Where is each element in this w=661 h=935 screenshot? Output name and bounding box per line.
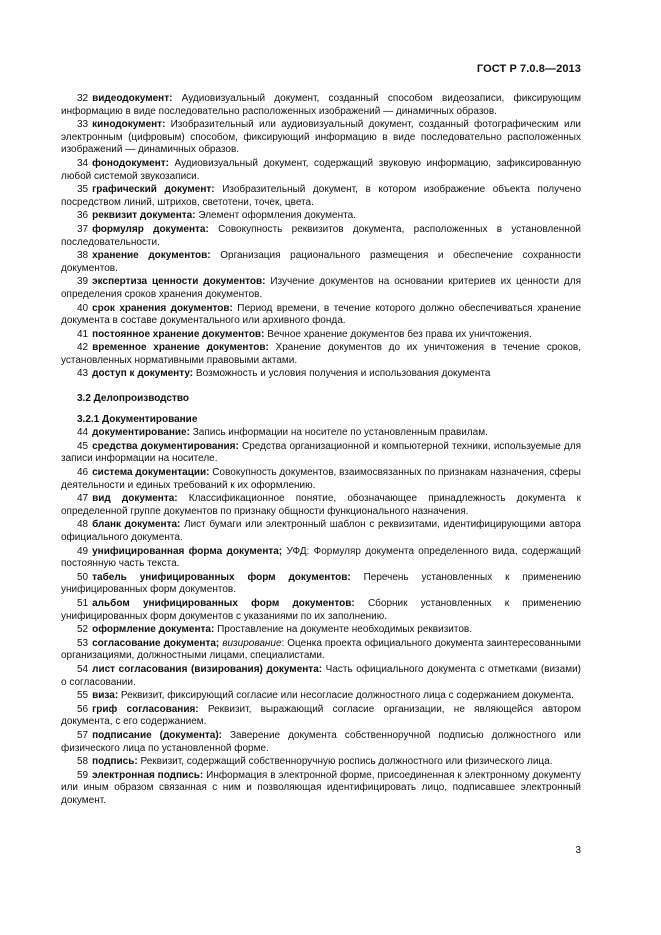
term-name: графический документ: xyxy=(92,184,215,196)
term-name: срок хранения документов: xyxy=(92,302,233,314)
term-definition: Проставление на документе необходимых реквизитов. xyxy=(214,624,472,636)
term-entry xyxy=(61,342,581,367)
term-number: 33 xyxy=(77,119,89,131)
term-name: реквизит документа: xyxy=(92,210,196,222)
term-entry xyxy=(61,546,581,571)
term-number: 49 xyxy=(77,545,89,557)
term-name: оформление документа: xyxy=(92,624,215,636)
term-entry xyxy=(61,93,581,118)
term-name: подпись: xyxy=(92,756,138,768)
term-definition: Элемент оформления документа. xyxy=(195,210,356,222)
section-title: 3.2 Делопроизводство xyxy=(77,393,189,405)
term-name: согласование документа; xyxy=(92,637,220,649)
term-number: 54 xyxy=(77,663,89,675)
term-number: 47 xyxy=(77,493,89,505)
term-definition: Перечень установленных к применению унифицированных форм документов. xyxy=(61,571,582,596)
term-name: формуляр документа: xyxy=(92,223,209,235)
term-definition: Информация в электронной форме, присоединенная к электронному документу или иным образом связанная с ним и позволяющая идентифицировать лицо, подписавшее электронный документ. xyxy=(61,769,581,806)
term-entry xyxy=(61,441,581,466)
term-number: 48 xyxy=(77,519,89,531)
term-list-documentation xyxy=(61,427,581,807)
term-number: 35 xyxy=(77,184,89,196)
term-definition: Запись информации на носителе по установленным правилам. xyxy=(189,427,488,439)
term-number: 41 xyxy=(77,328,89,340)
term-definition: Реквизит, содержащий собственноручную роспись должностного или физического лица. xyxy=(137,756,553,768)
term-name: унифицированная форма документа; xyxy=(92,545,283,557)
term-number: 34 xyxy=(77,157,89,169)
term-name: бланк документа: xyxy=(92,519,181,531)
term-number: 50 xyxy=(77,571,89,583)
term-number: 39 xyxy=(77,276,89,288)
term-name: хранение документов: xyxy=(92,250,211,262)
term-definition: : Оценка проекта официального документа заинтересованными организациями, должностными лицами, специалистами. xyxy=(61,637,581,662)
term-number: 32 xyxy=(77,93,89,104)
term-number: 52 xyxy=(77,624,89,636)
term-entry xyxy=(61,690,581,703)
term-name: фонодокумент: xyxy=(92,157,169,169)
term-definition: Период времени, в течение которого должно обеспечиваться хранение документа в составе документального или архивного фонда. xyxy=(61,302,581,327)
term-definition: Аудиовизуальный документ, содержащий звуковую информацию, зафиксированную любой системой звукозаписи. xyxy=(61,157,581,182)
term-entry xyxy=(61,756,581,769)
term-number: 56 xyxy=(77,703,89,715)
term-entry xyxy=(61,493,581,518)
term-entry xyxy=(61,519,581,544)
term-definition: Совокупность реквизитов документа, расположенных в установленной последовательности. xyxy=(61,223,581,248)
term-entry xyxy=(61,427,581,440)
term-number: 42 xyxy=(77,342,89,354)
term-name: альбом унифицированных форм документов: xyxy=(92,597,355,609)
page-number: 3 xyxy=(575,845,581,856)
term-number: 46 xyxy=(77,467,89,479)
term-definition: Классификационное понятие, обозначающее принадлежность документа к определенной группе документов по признаку общности функционального назначения. xyxy=(61,493,581,517)
term-definition: Заверение документа собственноручной подписью должностного или физического лица по установленной форме. xyxy=(61,729,581,754)
term-name: документирование: xyxy=(92,427,190,439)
term-name: видеодокумент: xyxy=(92,93,173,104)
term-definition: Средства организационной и компьютерной техники, используемые для записи информации на носителе. xyxy=(61,440,581,465)
term-entry xyxy=(61,467,581,492)
term-entry xyxy=(61,624,581,637)
term-entry xyxy=(61,276,581,301)
term-definition: Часть официального документа с отметками (визами) о согласовании. xyxy=(61,663,581,688)
term-list-storage xyxy=(61,93,581,381)
term-number: 37 xyxy=(77,223,89,235)
term-number: 55 xyxy=(77,690,89,702)
term-name: средства документирования: xyxy=(92,440,239,452)
term-definition: Совокупность документов, взаимосвязанных по признакам назначения, сферы деятельности и единых требований к их оформлению. xyxy=(61,467,581,491)
term-number: 38 xyxy=(77,250,89,262)
term-entry xyxy=(61,598,581,623)
term-number: 45 xyxy=(77,440,89,452)
term-name: доступ к документу: xyxy=(92,368,194,380)
term-entry xyxy=(61,119,581,157)
term-number: 36 xyxy=(77,210,89,222)
term-entry xyxy=(61,224,581,249)
term-definition: Реквизит, выражающий согласие организации, не являющейся автором документа, с его содержанием. xyxy=(61,703,581,728)
term-definition: Лист бумаги или электронный шаблон с реквизитами, идентифицирующими автора официального документа. xyxy=(61,519,581,543)
term-name: подписание (документа): xyxy=(92,729,222,741)
term-entry xyxy=(61,184,581,209)
term-number: 53 xyxy=(77,637,89,649)
term-definition: Вечное хранение документов без права их уничтожения. xyxy=(264,328,532,340)
term-number: 43 xyxy=(77,368,89,380)
term-entry xyxy=(61,368,581,381)
term-number: 58 xyxy=(77,756,89,768)
term-definition: УФД: Формуляр документа определенного вида, содержащий постоянную часть текста. xyxy=(61,545,581,570)
term-entry xyxy=(61,638,581,663)
term-name: виза: xyxy=(92,690,119,702)
term-definition: Организация рационального размещения и обеспечение сохранности документов. xyxy=(61,250,581,274)
term-entry xyxy=(61,572,581,597)
term-number: 40 xyxy=(77,302,89,314)
term-number: 59 xyxy=(77,769,89,781)
term-definition: Возможность и условия получения и использования документа xyxy=(193,368,491,380)
term-entry xyxy=(61,250,581,275)
term-name: система документации: xyxy=(92,467,210,479)
term-name: постоянное хранение документов: xyxy=(92,328,265,340)
term-name: экспертиза ценности документов: xyxy=(92,276,266,288)
term-name: кинодокумент: xyxy=(92,119,166,131)
term-entry xyxy=(61,329,581,342)
term-name: электронная подпись: xyxy=(92,769,204,781)
term-name: лист согласования (визирования) документа: xyxy=(92,663,323,675)
term-entry xyxy=(61,158,581,183)
term-definition: Хранение документов до их уничтожения в течение сроков, установленных нормативными правовыми актами. xyxy=(61,342,581,366)
term-definition: Изобразительный документ, в котором изображение объекта получено посредством линий, штрихов, светотени, точек, цвета. xyxy=(61,184,581,208)
term-number: 44 xyxy=(77,427,89,439)
term-definition: Аудиовизуальный документ, созданный способом видеозаписи, фиксирующим информацию в виде последовательно расположенных изображений — динамичных образов. xyxy=(61,93,581,117)
term-name: гриф согласования: xyxy=(92,703,199,715)
term-entry xyxy=(61,210,581,223)
term-entry xyxy=(61,704,581,729)
term-entry xyxy=(61,303,581,328)
term-synonym: визирование xyxy=(219,637,282,649)
document-body xyxy=(61,93,581,808)
term-name: табель унифицированных форм документов: xyxy=(92,571,351,583)
term-definition: Изобразительный или аудиовизуальный документ, созданный фотографическим или электронным (цифровым) способом, фиксирующий информацию в виде последовательно расположенных изображений — динамичных образов. xyxy=(61,119,581,156)
term-number: 51 xyxy=(77,597,89,609)
term-entry xyxy=(61,664,581,689)
subsection-title: 3.2.1 Документирование xyxy=(77,413,198,425)
term-number: 57 xyxy=(77,729,89,741)
term-entry xyxy=(61,730,581,755)
term-definition: Изучение документов на основании критериев их ценности для определения сроков хранения документов. xyxy=(61,276,581,300)
term-name: временное хранение документов: xyxy=(92,342,269,354)
term-entry xyxy=(61,770,581,808)
term-definition: Сборник установленных к применению унифицированных форм документов с указаниями по их заполнению. xyxy=(61,597,581,622)
term-name: вид документа: xyxy=(92,493,178,505)
standard-header: ГОСТ Р 7.0.8—2013 xyxy=(476,63,581,75)
term-definition: Реквизит, фиксирующий согласие или несогласие должностного лица с содержанием документа. xyxy=(118,690,574,702)
